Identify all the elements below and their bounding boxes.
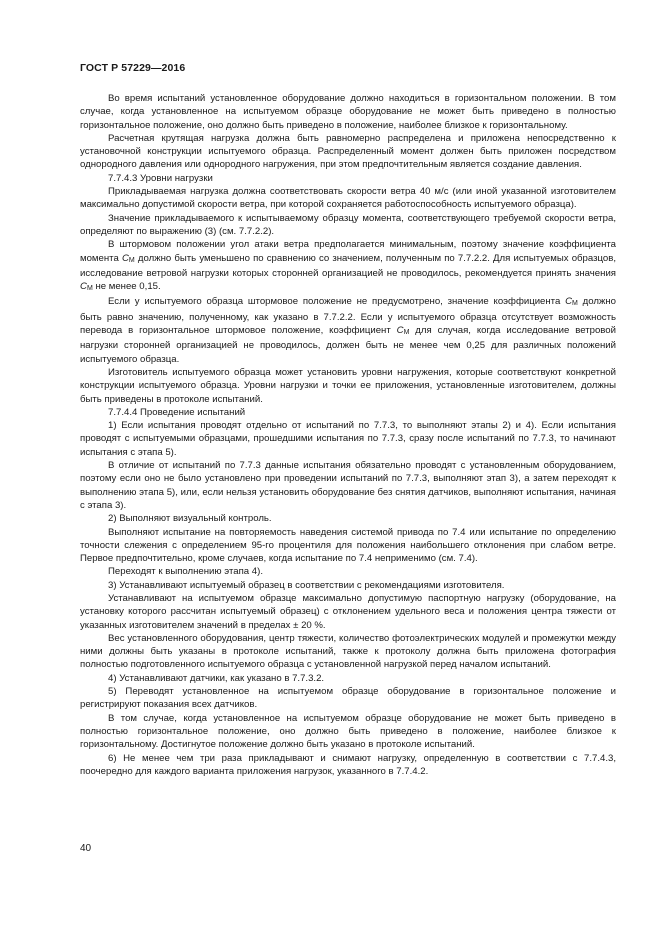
paragraph: В том случае, когда установленное на испытуемом образце оборудование не может быть приведено в полностью горизонтальное положение, оно должно быть приведено в положение, наиболее близкое к горизонтальному. Достигнутое положение должно быть указано в протоколе испытаний. xyxy=(80,712,616,751)
section-heading: 7.7.4.4 Проведение испытаний xyxy=(108,406,246,418)
paragraph: 6) Не менее чем три раза прикладывают и снимают нагрузку, определенную в соответствии с 7.7.4.3, поочередно для каждого варианта приложения нагрузок, указанного в 7.7.4.2. xyxy=(80,752,616,777)
paragraph: 5) Переводят установленное на испытуемом образце оборудование в горизонтальное положение и регистрируют показания всех датчиков. xyxy=(80,686,616,711)
paragraph: В отличие от испытаний по 7.7.3 данные испытания обязательно проводят с установленным оборудованием, поэтому если оно не было установлено при проведении испытаний по 7.7.3, выполняют этап 3), а затем переходят к выполнению этапа 5), или, если нельзя установить оборудование без снятия датчиков, выполняют испытания, начиная с этапа 3). xyxy=(80,460,616,511)
paragraph: Устанавливают на испытуемом образце максимально допустимую паспортную нагрузку (оборудование, на установку которого рассчитан испытуемый образец) с отклонением удельного веса и положения центра тяжести от указанных изготовителем значений в пределах ± 20 %. xyxy=(80,592,616,631)
coefficient-symbol: CМ xyxy=(80,281,93,293)
paragraph: Прикладываемая нагрузка должна соответствовать скорости ветра 40 м/с (или иной указанной изготовителем максимально допустимой скорости ветра, при которой сохраняется работоспособность испытуемого образца). xyxy=(80,186,616,211)
paragraph: Во время испытаний установленное оборудование должно находиться в горизонтальном положении. В том случае, когда установленное на испытуемом образце оборудование не может быть приведено в полностью горизонтальное положение, оно должно быть приведено в положение, наиболее близкое к горизонтальному. xyxy=(80,93,616,131)
paragraph: 3) Устанавливают испытуемый образец в соответствии с рекомендациями изготовителя. xyxy=(108,579,505,591)
page-number: 40 xyxy=(80,843,92,854)
paragraph: Изготовитель испытуемого образца может установить уровни нагружения, которые соответствуют конкретной конструкции испытуемого образца. Уровни нагрузки и точки ее приложения, установленные изготовителем, должны быть приведены в протоколе испытаний. xyxy=(80,366,616,405)
paragraph: 1) Если испытания проводят отдельно от испытаний по 7.7.3, то выполняют этапы 2) и 4). Если испытания проводят с испытуемыми образцами, прошедшими испытания по 7.7.3, сразу после испытаний по 7.7.3, то начинают испытания с этапа 5). xyxy=(80,420,616,458)
paragraph: Если у испытуемого образца штормовое положение не предусмотрено, значение коэффициента CМ должно быть равно значению, полученному, как указано в 7.7.2.2. Если у испытуемого образца отсутствует возможность перевода в горизонтальное штормовое положение, коэффициент CМ для случая, когда исследование ветровой нагрузки сторонней организацией не проводилось, должен быть не менее чем 0,25 для различных положений испытуемого образца. xyxy=(80,296,616,365)
document-header: ГОСТ Р 57229—2016 xyxy=(80,62,186,74)
paragraph: Значение прикладываемого к испытываемому образцу момента, соответствующего требуемой скорости ветра, определяют по выражению (3) (см. 7.7.2.2). xyxy=(80,212,616,237)
paragraph: В штормовом положении угол атаки ветра предполагается минимальным, поэтому значение коэффициента момента CМ должно быть уменьшено по сравнению со значением, полученным по 7.7.2.2. Для испытуемых образцов, исследование ветровой нагрузки которых сторонней организацией не проводилось, рекомендуется принять значения CМ не менее 0,15. xyxy=(80,239,616,293)
paragraph: Расчетная крутящая нагрузка должна быть равномерно распределена и приложена непосредственно к установочной конструкции испытуемого образца. Распределенный момент должен быть приложен посредством однородного давления или однородного нагружения, при этом предпочтительным является создание давления. xyxy=(80,132,616,171)
section-heading: 7.7.4.3 Уровни нагрузки xyxy=(108,172,213,184)
paragraph: 2) Выполняют визуальный контроль. xyxy=(108,513,272,525)
paragraph: 4) Устанавливают датчики, как указано в 7.7.3.2. xyxy=(108,672,325,684)
coefficient-symbol: CМ xyxy=(565,296,578,308)
coefficient-symbol: CМ xyxy=(396,325,410,337)
paragraph: Переходят к выполнению этапа 4). xyxy=(108,566,263,578)
coefficient-symbol: CМ xyxy=(121,252,135,264)
document-body xyxy=(80,92,616,778)
paragraph: Выполняют испытание на повторяемость наведения системой привода по 7.4 или испытание по определению точности слежения с определением 95-го процентиля для положения наибольшего отклонения при слабом ветре. Первое предпочтительно, кроме случаев, когда испытание по 7.4 неприменимо (см. 7.4). xyxy=(80,526,616,565)
paragraph: Вес установленного оборудования, центр тяжести, количество фотоэлектрических модулей и промежутки между ними должны быть указаны в протоколе испытаний, также к протоколу должна быть приложена фотография полностью подготовленного испытуемого образца с установленной нагрузкой перед началом испытаний. xyxy=(80,632,616,671)
